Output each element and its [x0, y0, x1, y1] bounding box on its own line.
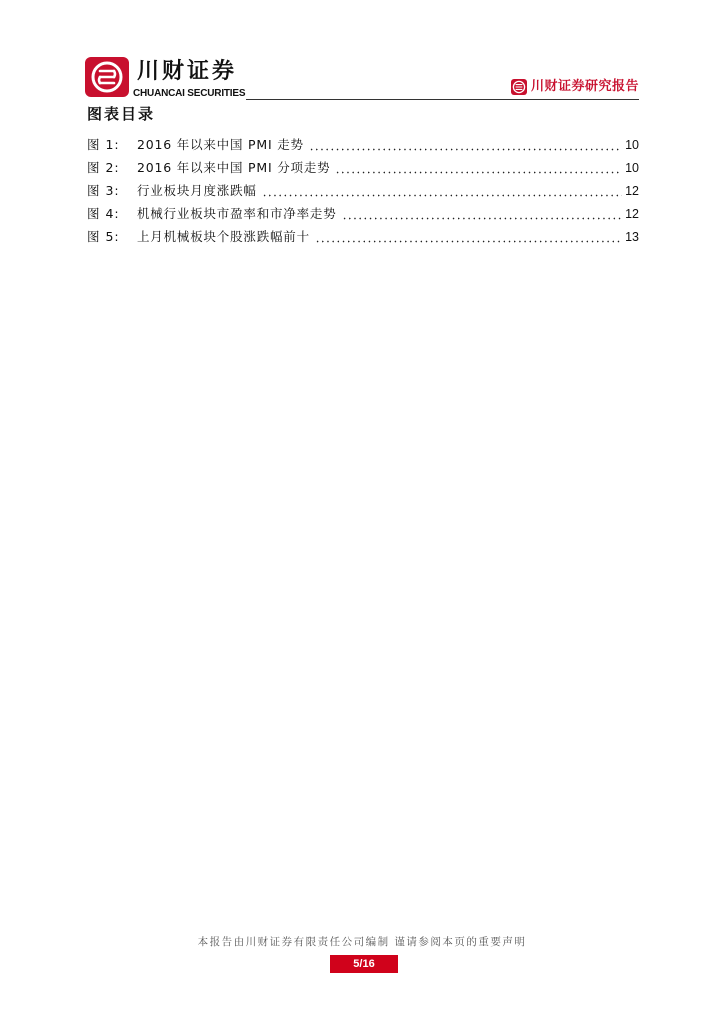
- toc-entry-label: 图 2:: [87, 160, 120, 175]
- toc-dot-leader: [335, 171, 622, 174]
- toc-entry-page[interactable]: 12: [625, 207, 639, 221]
- toc-dot-leader: [262, 194, 622, 197]
- chuancai-logo-icon: [85, 57, 129, 97]
- toc-entry-label: 图 5:: [87, 229, 120, 244]
- toc-list: [87, 133, 639, 248]
- toc-dot-leader: [342, 217, 623, 220]
- toc-entry-title[interactable]: 机械行业板块市盈率和市净率走势: [137, 206, 337, 221]
- report-tag: [511, 79, 639, 95]
- toc-entry-page[interactable]: 13: [625, 230, 639, 244]
- company-name-cn: 川财证券: [137, 59, 238, 84]
- toc-entry-page[interactable]: 12: [625, 184, 639, 198]
- toc-entry[interactable]: [87, 156, 639, 179]
- toc-entry[interactable]: [87, 202, 639, 225]
- toc-entry-page[interactable]: 10: [625, 138, 639, 152]
- report-tag-label: 川财证券研究报告: [530, 79, 639, 94]
- toc-entry-title[interactable]: 行业板块月度涨跌幅: [137, 183, 257, 198]
- toc-entry[interactable]: [87, 225, 639, 248]
- toc-dot-leader: [315, 240, 622, 243]
- toc-entry[interactable]: [87, 179, 639, 202]
- page-number-badge: 5/16: [330, 955, 398, 973]
- toc-entry-title[interactable]: 2016 年以来中国 PMI 分项走势: [137, 160, 331, 175]
- toc-dot-leader: [309, 148, 622, 151]
- chuancai-small-logo-icon: [511, 79, 527, 95]
- toc-entry[interactable]: [87, 133, 639, 156]
- header-divider: [246, 99, 639, 100]
- toc-entry-page[interactable]: 10: [625, 161, 639, 175]
- toc-title: 图表目录: [87, 105, 156, 123]
- toc-entry-label: 图 3:: [87, 183, 120, 198]
- toc-entry-label: 图 1:: [87, 137, 120, 152]
- toc-entry-title[interactable]: 上月机械板块个股涨跌幅前十: [137, 229, 310, 244]
- footer-disclaimer: 本报告由川财证券有限责任公司编制 谨请参阅本页的重要声明: [197, 936, 527, 948]
- toc-entry-title[interactable]: 2016 年以来中国 PMI 走势: [137, 137, 304, 152]
- company-name-en: CHUANCAI SECURITIES: [133, 88, 246, 99]
- toc-entry-label: 图 4:: [87, 206, 120, 221]
